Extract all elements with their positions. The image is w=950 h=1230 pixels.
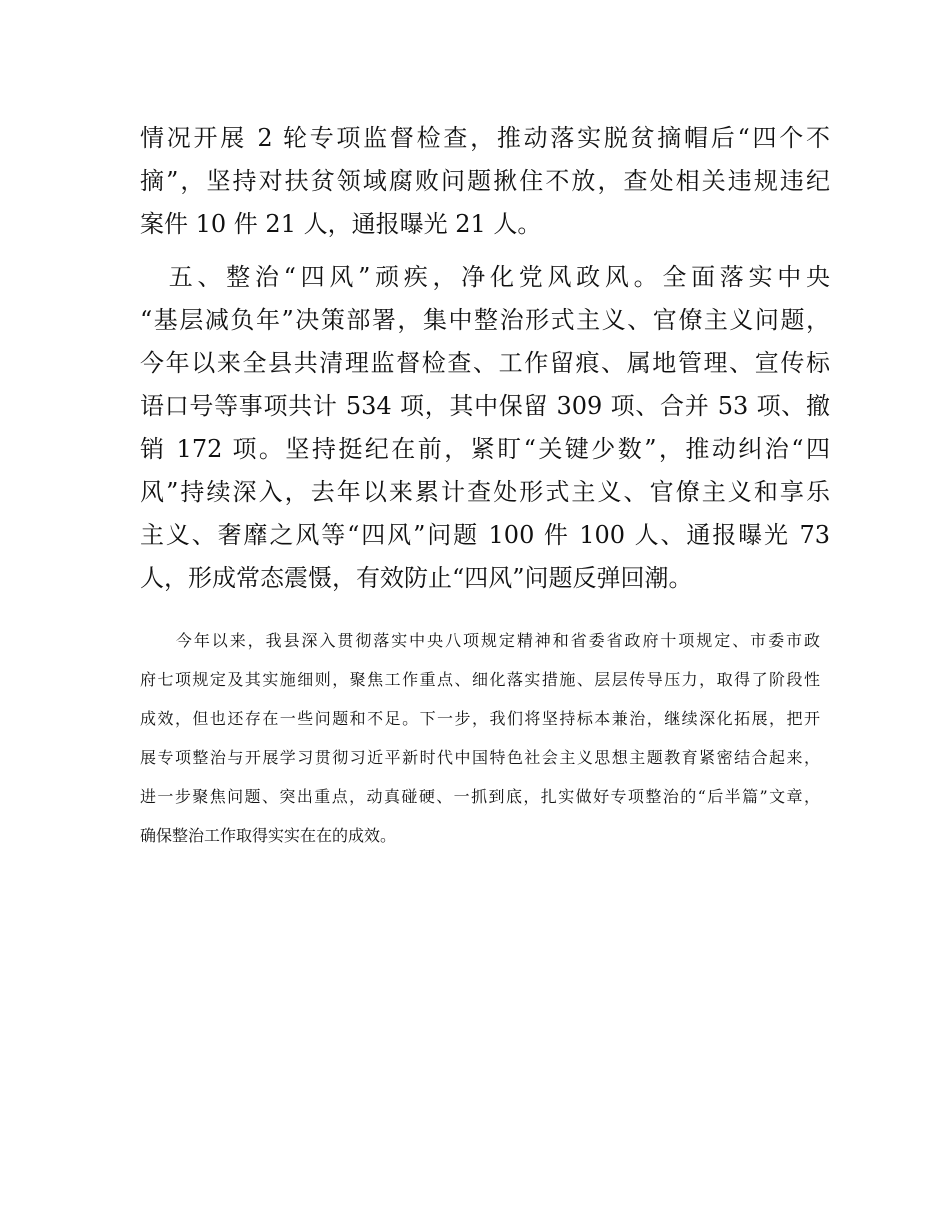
- text-line: “基层减负年”决策部署，集中整治形式主义、官僚主义问题，: [140, 306, 830, 334]
- text-line: 府七项规定及其实施细则，聚焦工作重点、细化落实措施、层层传导压力，取得了阶段性: [140, 670, 820, 689]
- text-line: 语口号等事项共计 534 项，其中保留 309 项、合并 53 项、撤: [140, 392, 830, 420]
- text-line: 今年以来，我县深入贯彻落实中央八项规定精神和省委省政府十项规定、市委市政: [140, 631, 820, 650]
- text-line: 人，形成常态震慑，有效防止“四风”问题反弹回潮。: [140, 564, 693, 592]
- text-line: 进一步聚焦问题、突出重点，动真碰硬、一抓到底，扎实做好专项整治的“后半篇”文章，: [140, 787, 820, 806]
- text-line: 风”持续深入，去年以来累计查处形式主义、官僚主义和享乐: [140, 478, 830, 506]
- text-line: 主义、奢靡之风等“四风”问题 100 件 100 人、通报曝光 73: [140, 521, 830, 549]
- text-line: 展专项整治与开展学习贯彻习近平新时代中国特色社会主义思想主题教育紧密结合起来，: [140, 748, 820, 767]
- text-line: 今年以来全县共清理监督检查、工作留痕、属地管理、宣传标: [140, 349, 830, 377]
- text-line: 成效，但也还存在一些问题和不足。下一步，我们将坚持标本兼治，继续深化拓展，把开: [140, 709, 820, 728]
- text-line: 案件 10 件 21 人，通报曝光 21 人。: [140, 210, 542, 238]
- text-line: 确保整治工作取得实实在在的成效。: [140, 826, 397, 845]
- text-line: 销 172 项。坚持挺纪在前，紧盯“关键少数”，推动纠治“四: [140, 435, 830, 463]
- text-line: 五、整治“四风”顽疾，净化党风政风。全面落实中央: [140, 263, 830, 291]
- text-line: 情况开展 2 轮专项监督检查，推动落实脱贫摘帽后“四个不: [140, 124, 830, 152]
- text-line: 摘”，坚持对扶贫领域腐败问题揪住不放，查处相关违规违纪: [140, 167, 830, 195]
